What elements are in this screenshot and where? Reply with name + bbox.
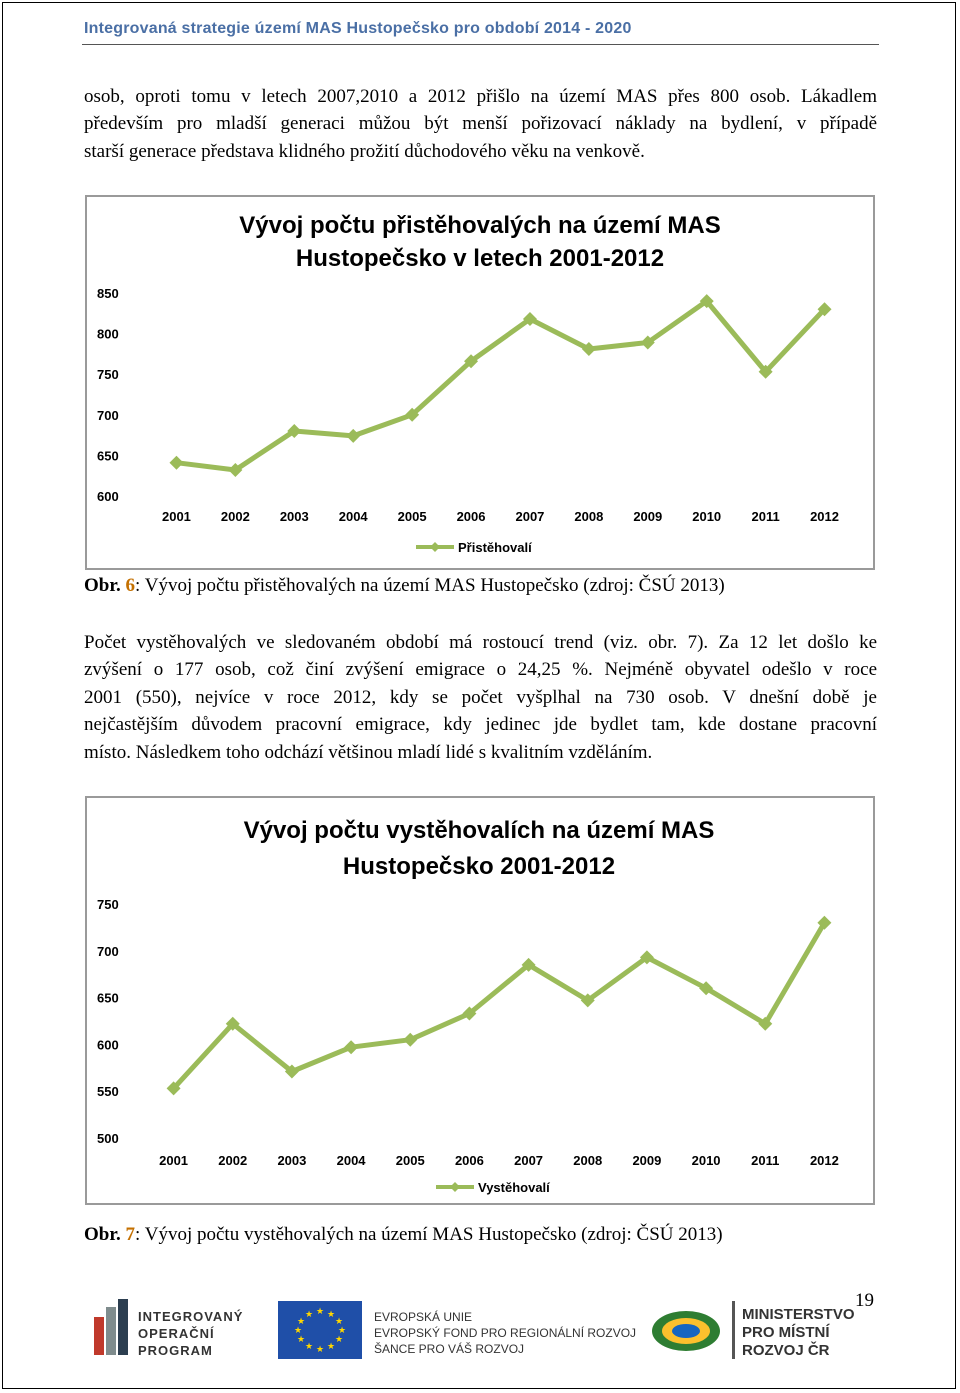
x-tick-label: 2001: [161, 509, 191, 524]
x-tick-label: 2009: [633, 509, 663, 524]
x-tick-label: 2008: [574, 509, 604, 524]
iop-logo-line: PROGRAM: [138, 1343, 213, 1358]
caption-label: Obr.: [84, 575, 121, 596]
paragraph-1-line: především pro mladší generaci můžou být menší pořizovací náklady na bydlení, v případě: [84, 113, 877, 135]
ministry-logo: [652, 1301, 855, 1359]
data-point: [346, 429, 360, 443]
y-tick-label: 700: [97, 407, 119, 423]
paragraph-2: [84, 629, 877, 766]
x-tick-label: 2002: [220, 509, 250, 524]
header-title: Integrovaná strategie území MAS Hustopečsko pro období 2014 - 2020: [84, 20, 632, 37]
x-tick-label: 2007: [514, 1153, 544, 1168]
svg-text:★: ★: [337, 1326, 347, 1336]
y-tick-label: 550: [97, 1084, 119, 1100]
x-tick-label: 2006: [454, 1153, 484, 1168]
paragraph-1: [84, 83, 877, 165]
x-tick-label: 2003: [277, 1153, 307, 1168]
y-tick-label: 600: [97, 1037, 119, 1053]
paragraph-2-line: zvýšení o 177 osob, což činí zvýšení emigrace o 24,25 %. Nejméně obyvatel odešlo v roce: [84, 659, 877, 681]
y-tick-label: 700: [97, 943, 119, 959]
y-tick-label: 850: [97, 286, 119, 301]
paragraph-2-line: 2001 (550), nejvíce v roce 2012, kdy se počet vyšplhal na 730 osob. V dnešní době je: [84, 686, 877, 708]
legend-swatch-marker: [450, 1182, 460, 1192]
page-number: 19: [855, 1290, 874, 1311]
y-tick-label: 750: [97, 897, 119, 912]
svg-text:★: ★: [304, 1310, 314, 1320]
svg-text:★: ★: [326, 1342, 336, 1352]
x-tick-label: 2005: [397, 509, 427, 524]
funding-logos-strip: [90, 1295, 880, 1365]
data-point: [169, 456, 183, 470]
x-tick-label: 2007: [515, 509, 545, 524]
x-tick-label: 2002: [218, 1153, 248, 1168]
eu-flag-logo: [278, 1301, 636, 1359]
caption-text: : Vývoj počtu přistěhovalých na území MAS Hustopečsko (zdroj: ČSÚ 2013): [135, 575, 725, 596]
legend-label: Vystěhovalí: [478, 1180, 550, 1195]
chart-title-line: Vývoj počtu vystěhovalích na území MAS: [243, 817, 715, 844]
y-tick-label: 500: [97, 1131, 119, 1146]
figure-caption-6: [84, 575, 725, 597]
paragraph-2-line: místo. Následkem toho odchází většinou mladí lidé s kvalitním vzděláním.: [84, 741, 653, 763]
series-line: [177, 301, 825, 470]
x-tick-label: 2009: [632, 1153, 662, 1168]
svg-text:★: ★: [326, 1310, 336, 1320]
svg-text:★: ★: [296, 1335, 306, 1345]
svg-text:★: ★: [334, 1317, 344, 1327]
svg-text:★: ★: [293, 1326, 303, 1336]
immigration-chart-svg: [87, 197, 873, 568]
paragraph-1-line: starší generace představa klidného prožití důchodového věku na venkově.: [84, 140, 645, 162]
eu-logo-line: ŠANCE PRO VÁŠ ROZVOJ: [374, 1342, 525, 1356]
x-tick-label: 2004: [336, 1153, 366, 1168]
series-line: [174, 923, 825, 1089]
y-tick-label: 650: [97, 990, 119, 1006]
data-point: [344, 1040, 358, 1054]
paragraph-1-line: osob, oproti tomu v letech 2007,2010 a 2012 přišlo na území MAS přes 800 osob. Lákadlem: [84, 86, 877, 107]
eu-logo-line: EVROPSKÁ UNIE: [374, 1310, 473, 1324]
figure-caption-7: [84, 1224, 723, 1246]
y-tick-label: 650: [97, 448, 119, 464]
legend-swatch-marker: [430, 542, 440, 552]
iop-logo-line: OPERAČNÍ: [138, 1326, 215, 1341]
x-tick-label: 2005: [395, 1153, 425, 1168]
caption-text: : Vývoj počtu vystěhovalých na území MAS Hustopečsko (zdroj: ČSÚ 2013): [135, 1224, 723, 1245]
legend-label: Přistěhovalí: [458, 540, 532, 555]
x-tick-label: 2010: [692, 509, 722, 524]
svg-text:★: ★: [304, 1342, 314, 1352]
immigration-chart: [85, 195, 875, 570]
ministry-logo-line: MINISTERSTVO: [742, 1306, 855, 1323]
iop-logo: [94, 1299, 243, 1358]
y-tick-label: 600: [97, 489, 119, 504]
ministry-logo-line: ROZVOJ ČR: [742, 1342, 830, 1359]
iop-logo-line: INTEGROVANÝ: [138, 1309, 244, 1324]
x-tick-label: 2004: [338, 509, 368, 524]
eu-logo-line: EVROPSKÝ FOND PRO REGIONÁLNÍ ROZVOJ: [374, 1326, 637, 1340]
header-divider: [82, 44, 879, 45]
emigration-chart: [85, 796, 875, 1205]
x-tick-label: 2011: [751, 509, 780, 524]
svg-text:★: ★: [315, 1307, 325, 1317]
x-tick-label: 2006: [456, 509, 486, 524]
ministry-logo-line: PRO MÍSTNÍ: [742, 1324, 830, 1341]
chart-title-line: Hustopečsko 2001-2012: [342, 853, 616, 880]
svg-text:★: ★: [296, 1317, 306, 1327]
x-tick-label: 2012: [809, 1153, 839, 1168]
x-tick-label: 2008: [573, 1153, 603, 1168]
x-tick-label: 2001: [159, 1153, 189, 1168]
caption-label: Obr.: [84, 1224, 121, 1245]
svg-text:★: ★: [334, 1335, 344, 1345]
y-tick-label: 800: [97, 326, 119, 342]
chart-title-line: Hustopečsko v letech 2001-2012: [295, 245, 665, 272]
caption-number: 7: [125, 1224, 136, 1245]
x-tick-label: 2011: [751, 1153, 780, 1168]
x-tick-label: 2003: [279, 509, 309, 524]
x-tick-label: 2012: [810, 509, 840, 524]
chart-title-line: Vývoj počtu přistěhovalých na území MAS: [239, 212, 721, 239]
paragraph-2-line: nejčastějším důvodem pracovní emigrace, kdy jedinec jde bydlet tam, kde dostane pracovní: [84, 714, 877, 736]
caption-number: 6: [125, 575, 136, 596]
svg-text:★: ★: [315, 1345, 325, 1355]
paragraph-2-line: Počet vystěhovalých ve sledovaném období má rostoucí trend (viz. obr. 7). Za 12 let došlo ke: [84, 632, 877, 653]
y-tick-label: 750: [97, 367, 119, 383]
emigration-chart-svg: [87, 798, 873, 1203]
x-tick-label: 2010: [691, 1153, 721, 1168]
